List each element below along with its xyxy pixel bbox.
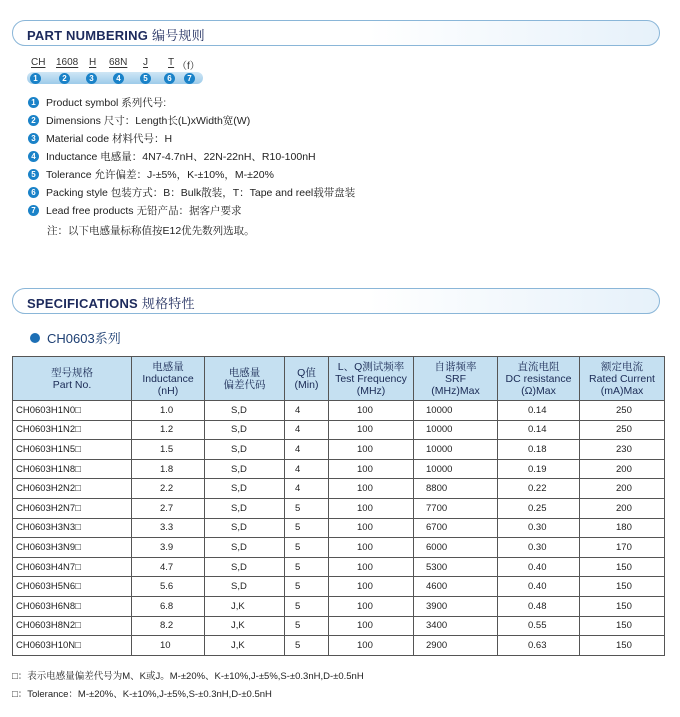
cell-tolerance-code: S,D bbox=[205, 557, 285, 577]
cell-test-frequency: 100 bbox=[329, 440, 414, 460]
list-item bbox=[28, 147, 628, 165]
cell-part-no: CH0603H5N6□ bbox=[13, 577, 132, 597]
cell-srf: 3900 bbox=[414, 596, 498, 616]
number-badge: 4 bbox=[28, 151, 39, 162]
cell-test-frequency: 100 bbox=[329, 538, 414, 558]
series-name: CH0603系列 bbox=[47, 331, 121, 346]
list-item-text: Inductance 电感量：4N7-4.7nH、22N-22nH、R10-100nH bbox=[46, 150, 316, 163]
cell-dc-resistance: 0.55 bbox=[498, 616, 580, 636]
table-header-row bbox=[13, 357, 665, 401]
cell-rated-current: 200 bbox=[580, 479, 665, 499]
cell-rated-current: 150 bbox=[580, 636, 665, 656]
table-row bbox=[13, 420, 665, 440]
number-badge: 2 bbox=[28, 115, 39, 126]
cell-srf: 8800 bbox=[414, 479, 498, 499]
cell-q-min: 5 bbox=[285, 538, 329, 558]
cell-dc-resistance: 0.40 bbox=[498, 577, 580, 597]
pn-index-3: 3 bbox=[86, 73, 97, 84]
cell-q-min: 4 bbox=[285, 401, 329, 421]
cell-test-frequency: 100 bbox=[329, 616, 414, 636]
number-badge: 5 bbox=[28, 169, 39, 180]
e12-note: 注：以下电感量标称值按E12优先数列选取。 bbox=[47, 225, 255, 237]
number-badge: 7 bbox=[28, 205, 39, 216]
part-numbering-title bbox=[27, 25, 205, 44]
part-numbering-header bbox=[12, 20, 660, 46]
cell-tolerance-code: S,D bbox=[205, 401, 285, 421]
cell-rated-current: 170 bbox=[580, 538, 665, 558]
cell-tolerance-code: J,K bbox=[205, 596, 285, 616]
cell-q-min: 5 bbox=[285, 498, 329, 518]
cell-rated-current: 230 bbox=[580, 440, 665, 460]
list-item bbox=[28, 93, 628, 111]
number-badge: 6 bbox=[28, 187, 39, 198]
pn-index-4: 4 bbox=[113, 73, 124, 84]
table-row bbox=[13, 518, 665, 538]
cell-part-no: CH0603H8N2□ bbox=[13, 616, 132, 636]
cell-srf: 5300 bbox=[414, 557, 498, 577]
cell-srf: 6000 bbox=[414, 538, 498, 558]
part-numbering-title-en: PART NUMBERING bbox=[27, 28, 148, 43]
cell-q-min: 5 bbox=[285, 518, 329, 538]
pn-segment-size: 1608 bbox=[56, 57, 79, 68]
cell-inductance: 10 bbox=[132, 636, 205, 656]
cell-inductance: 4.7 bbox=[132, 557, 205, 577]
cell-srf: 2900 bbox=[414, 636, 498, 656]
cell-part-no: CH0603H1N5□ bbox=[13, 440, 132, 460]
cell-tolerance-code: S,D bbox=[205, 518, 285, 538]
cell-srf: 7700 bbox=[414, 498, 498, 518]
cell-srf: 10000 bbox=[414, 459, 498, 479]
cell-rated-current: 150 bbox=[580, 596, 665, 616]
cell-inductance: 5.6 bbox=[132, 577, 205, 597]
footnote-tolerance-en: □：Tolerance：M-±20%、K-±10%,J-±5%,S-±0.3nH,D-±0.5nH bbox=[12, 689, 272, 700]
cell-tolerance-code: S,D bbox=[205, 420, 285, 440]
cell-srf: 10000 bbox=[414, 420, 498, 440]
cell-inductance: 3.9 bbox=[132, 538, 205, 558]
cell-part-no: CH0603H4N7□ bbox=[13, 557, 132, 577]
list-item bbox=[28, 183, 628, 201]
table-row bbox=[13, 596, 665, 616]
pn-index-6: 6 bbox=[164, 73, 175, 84]
cell-rated-current: 150 bbox=[580, 616, 665, 636]
cell-dc-resistance: 0.40 bbox=[498, 557, 580, 577]
table-row bbox=[13, 401, 665, 421]
cell-inductance: 1.5 bbox=[132, 440, 205, 460]
pn-index-2: 2 bbox=[59, 73, 70, 84]
specifications-title-cn: 规格特性 bbox=[141, 296, 195, 311]
pn-segment-material: H bbox=[89, 57, 97, 68]
cell-srf: 6700 bbox=[414, 518, 498, 538]
cell-srf: 10000 bbox=[414, 440, 498, 460]
cell-inductance: 1.8 bbox=[132, 459, 205, 479]
cell-rated-current: 200 bbox=[580, 498, 665, 518]
pn-segment-packing: T bbox=[168, 57, 175, 68]
pn-segment-tolerance: J bbox=[143, 57, 148, 68]
list-item-text: Material code 材料代号：H bbox=[46, 132, 173, 145]
footnote-tolerance-cn: □：表示电感量偏差代号为M、K或J。M-±20%、K-±10%,J-±5%,S-±0.3nH,D-±0.5nH bbox=[12, 671, 364, 682]
cell-inductance: 2.2 bbox=[132, 479, 205, 499]
pn-segment-series: CH bbox=[31, 57, 46, 68]
list-item-text: Dimensions 尺寸：Length长(L)xWidth宽(W) bbox=[46, 114, 251, 127]
specifications-title bbox=[27, 293, 195, 312]
table-row bbox=[13, 459, 665, 479]
table-row bbox=[13, 538, 665, 558]
pn-index-7: 7 bbox=[184, 73, 195, 84]
cell-srf: 3400 bbox=[414, 616, 498, 636]
header-tolerance-code: 电感量 偏差代码 bbox=[205, 357, 285, 401]
pn-index-5: 5 bbox=[140, 73, 151, 84]
cell-test-frequency: 100 bbox=[329, 479, 414, 499]
cell-rated-current: 150 bbox=[580, 577, 665, 597]
cell-dc-resistance: 0.22 bbox=[498, 479, 580, 499]
cell-dc-resistance: 0.14 bbox=[498, 420, 580, 440]
cell-tolerance-code: S,D bbox=[205, 459, 285, 479]
list-item-text: Tolerance 允许偏差：J-±5%，K-±10%，M-±20% bbox=[46, 168, 274, 181]
cell-q-min: 5 bbox=[285, 636, 329, 656]
cell-part-no: CH0603H3N3□ bbox=[13, 518, 132, 538]
cell-part-no: CH0603H3N9□ bbox=[13, 538, 132, 558]
cell-tolerance-code: J,K bbox=[205, 616, 285, 636]
list-item-text: Packing style 包装方式：B：Bulk散装，T：Tape and reel载带盘装 bbox=[46, 186, 356, 199]
number-badge: 1 bbox=[28, 97, 39, 108]
cell-test-frequency: 100 bbox=[329, 518, 414, 538]
cell-tolerance-code: S,D bbox=[205, 538, 285, 558]
cell-inductance: 1.2 bbox=[132, 420, 205, 440]
cell-srf: 10000 bbox=[414, 401, 498, 421]
cell-part-no: CH0603H1N0□ bbox=[13, 401, 132, 421]
cell-tolerance-code: S,D bbox=[205, 440, 285, 460]
cell-tolerance-code: S,D bbox=[205, 498, 285, 518]
specifications-title-en: SPECIFICATIONS bbox=[27, 296, 138, 311]
cell-srf: 4600 bbox=[414, 577, 498, 597]
series-title bbox=[30, 328, 121, 347]
cell-rated-current: 150 bbox=[580, 557, 665, 577]
cell-q-min: 4 bbox=[285, 459, 329, 479]
pn-segment-lead-free: （f） bbox=[177, 61, 200, 72]
list-item bbox=[28, 111, 628, 129]
header-part-no: 型号规格 Part No. bbox=[13, 357, 132, 401]
cell-part-no: CH0603H10N□ bbox=[13, 636, 132, 656]
cell-test-frequency: 100 bbox=[329, 459, 414, 479]
bullet-dot-icon bbox=[30, 333, 40, 343]
table-row bbox=[13, 440, 665, 460]
part-number-example bbox=[31, 57, 231, 71]
specification-table bbox=[12, 356, 665, 656]
cell-rated-current: 250 bbox=[580, 420, 665, 440]
cell-test-frequency: 100 bbox=[329, 498, 414, 518]
cell-part-no: CH0603H1N8□ bbox=[13, 459, 132, 479]
cell-q-min: 4 bbox=[285, 420, 329, 440]
cell-q-min: 5 bbox=[285, 577, 329, 597]
pn-index-1: 1 bbox=[30, 73, 41, 84]
table-row bbox=[13, 577, 665, 597]
number-badge: 3 bbox=[28, 133, 39, 144]
cell-dc-resistance: 0.63 bbox=[498, 636, 580, 656]
cell-tolerance-code: S,D bbox=[205, 577, 285, 597]
cell-q-min: 5 bbox=[285, 616, 329, 636]
header-dc-resistance: 直流电阻 DC resistance (Ω)Max bbox=[498, 357, 580, 401]
header-test-frequency: L、Q测试频率 Test Frequency (MHz) bbox=[329, 357, 414, 401]
cell-inductance: 3.3 bbox=[132, 518, 205, 538]
cell-test-frequency: 100 bbox=[329, 577, 414, 597]
cell-part-no: CH0603H2N2□ bbox=[13, 479, 132, 499]
part-numbering-list bbox=[28, 93, 628, 219]
cell-inductance: 1.0 bbox=[132, 401, 205, 421]
cell-test-frequency: 100 bbox=[329, 596, 414, 616]
table-row bbox=[13, 557, 665, 577]
cell-tolerance-code: S,D bbox=[205, 479, 285, 499]
cell-rated-current: 250 bbox=[580, 401, 665, 421]
part-numbering-title-cn: 编号规则 bbox=[152, 28, 205, 43]
cell-q-min: 4 bbox=[285, 479, 329, 499]
cell-part-no: CH0603H2N7□ bbox=[13, 498, 132, 518]
cell-q-min: 5 bbox=[285, 557, 329, 577]
cell-dc-resistance: 0.30 bbox=[498, 518, 580, 538]
cell-q-min: 4 bbox=[285, 440, 329, 460]
cell-inductance: 2.7 bbox=[132, 498, 205, 518]
list-item-text: Lead free products 无铅产品：据客户要求 bbox=[46, 204, 242, 217]
cell-test-frequency: 100 bbox=[329, 401, 414, 421]
cell-rated-current: 200 bbox=[580, 459, 665, 479]
cell-tolerance-code: J,K bbox=[205, 636, 285, 656]
cell-inductance: 6.8 bbox=[132, 596, 205, 616]
header-rated-current: 额定电流 Rated Current (mA)Max bbox=[580, 357, 665, 401]
cell-part-no: CH0603H1N2□ bbox=[13, 420, 132, 440]
list-item bbox=[28, 129, 628, 147]
cell-dc-resistance: 0.30 bbox=[498, 538, 580, 558]
table-row bbox=[13, 616, 665, 636]
header-srf: 自谐频率 SRF (MHz)Max bbox=[414, 357, 498, 401]
cell-test-frequency: 100 bbox=[329, 557, 414, 577]
header-inductance: 电感量 Inductance (nH) bbox=[132, 357, 205, 401]
cell-dc-resistance: 0.14 bbox=[498, 401, 580, 421]
list-item bbox=[28, 165, 628, 183]
list-item bbox=[28, 201, 628, 219]
cell-dc-resistance: 0.48 bbox=[498, 596, 580, 616]
table-row bbox=[13, 479, 665, 499]
cell-q-min: 5 bbox=[285, 596, 329, 616]
cell-part-no: CH0603H6N8□ bbox=[13, 596, 132, 616]
header-q-min: Q值 (Min) bbox=[285, 357, 329, 401]
specifications-header bbox=[12, 288, 660, 314]
cell-dc-resistance: 0.25 bbox=[498, 498, 580, 518]
table-row bbox=[13, 498, 665, 518]
cell-test-frequency: 100 bbox=[329, 636, 414, 656]
pn-segment-inductance: 68N bbox=[109, 57, 128, 68]
cell-test-frequency: 100 bbox=[329, 420, 414, 440]
cell-dc-resistance: 0.19 bbox=[498, 459, 580, 479]
table-row bbox=[13, 636, 665, 656]
part-number-index-bar bbox=[27, 72, 203, 84]
cell-rated-current: 180 bbox=[580, 518, 665, 538]
cell-dc-resistance: 0.18 bbox=[498, 440, 580, 460]
list-item-text: Product symbol 系列代号: bbox=[46, 96, 167, 109]
cell-inductance: 8.2 bbox=[132, 616, 205, 636]
